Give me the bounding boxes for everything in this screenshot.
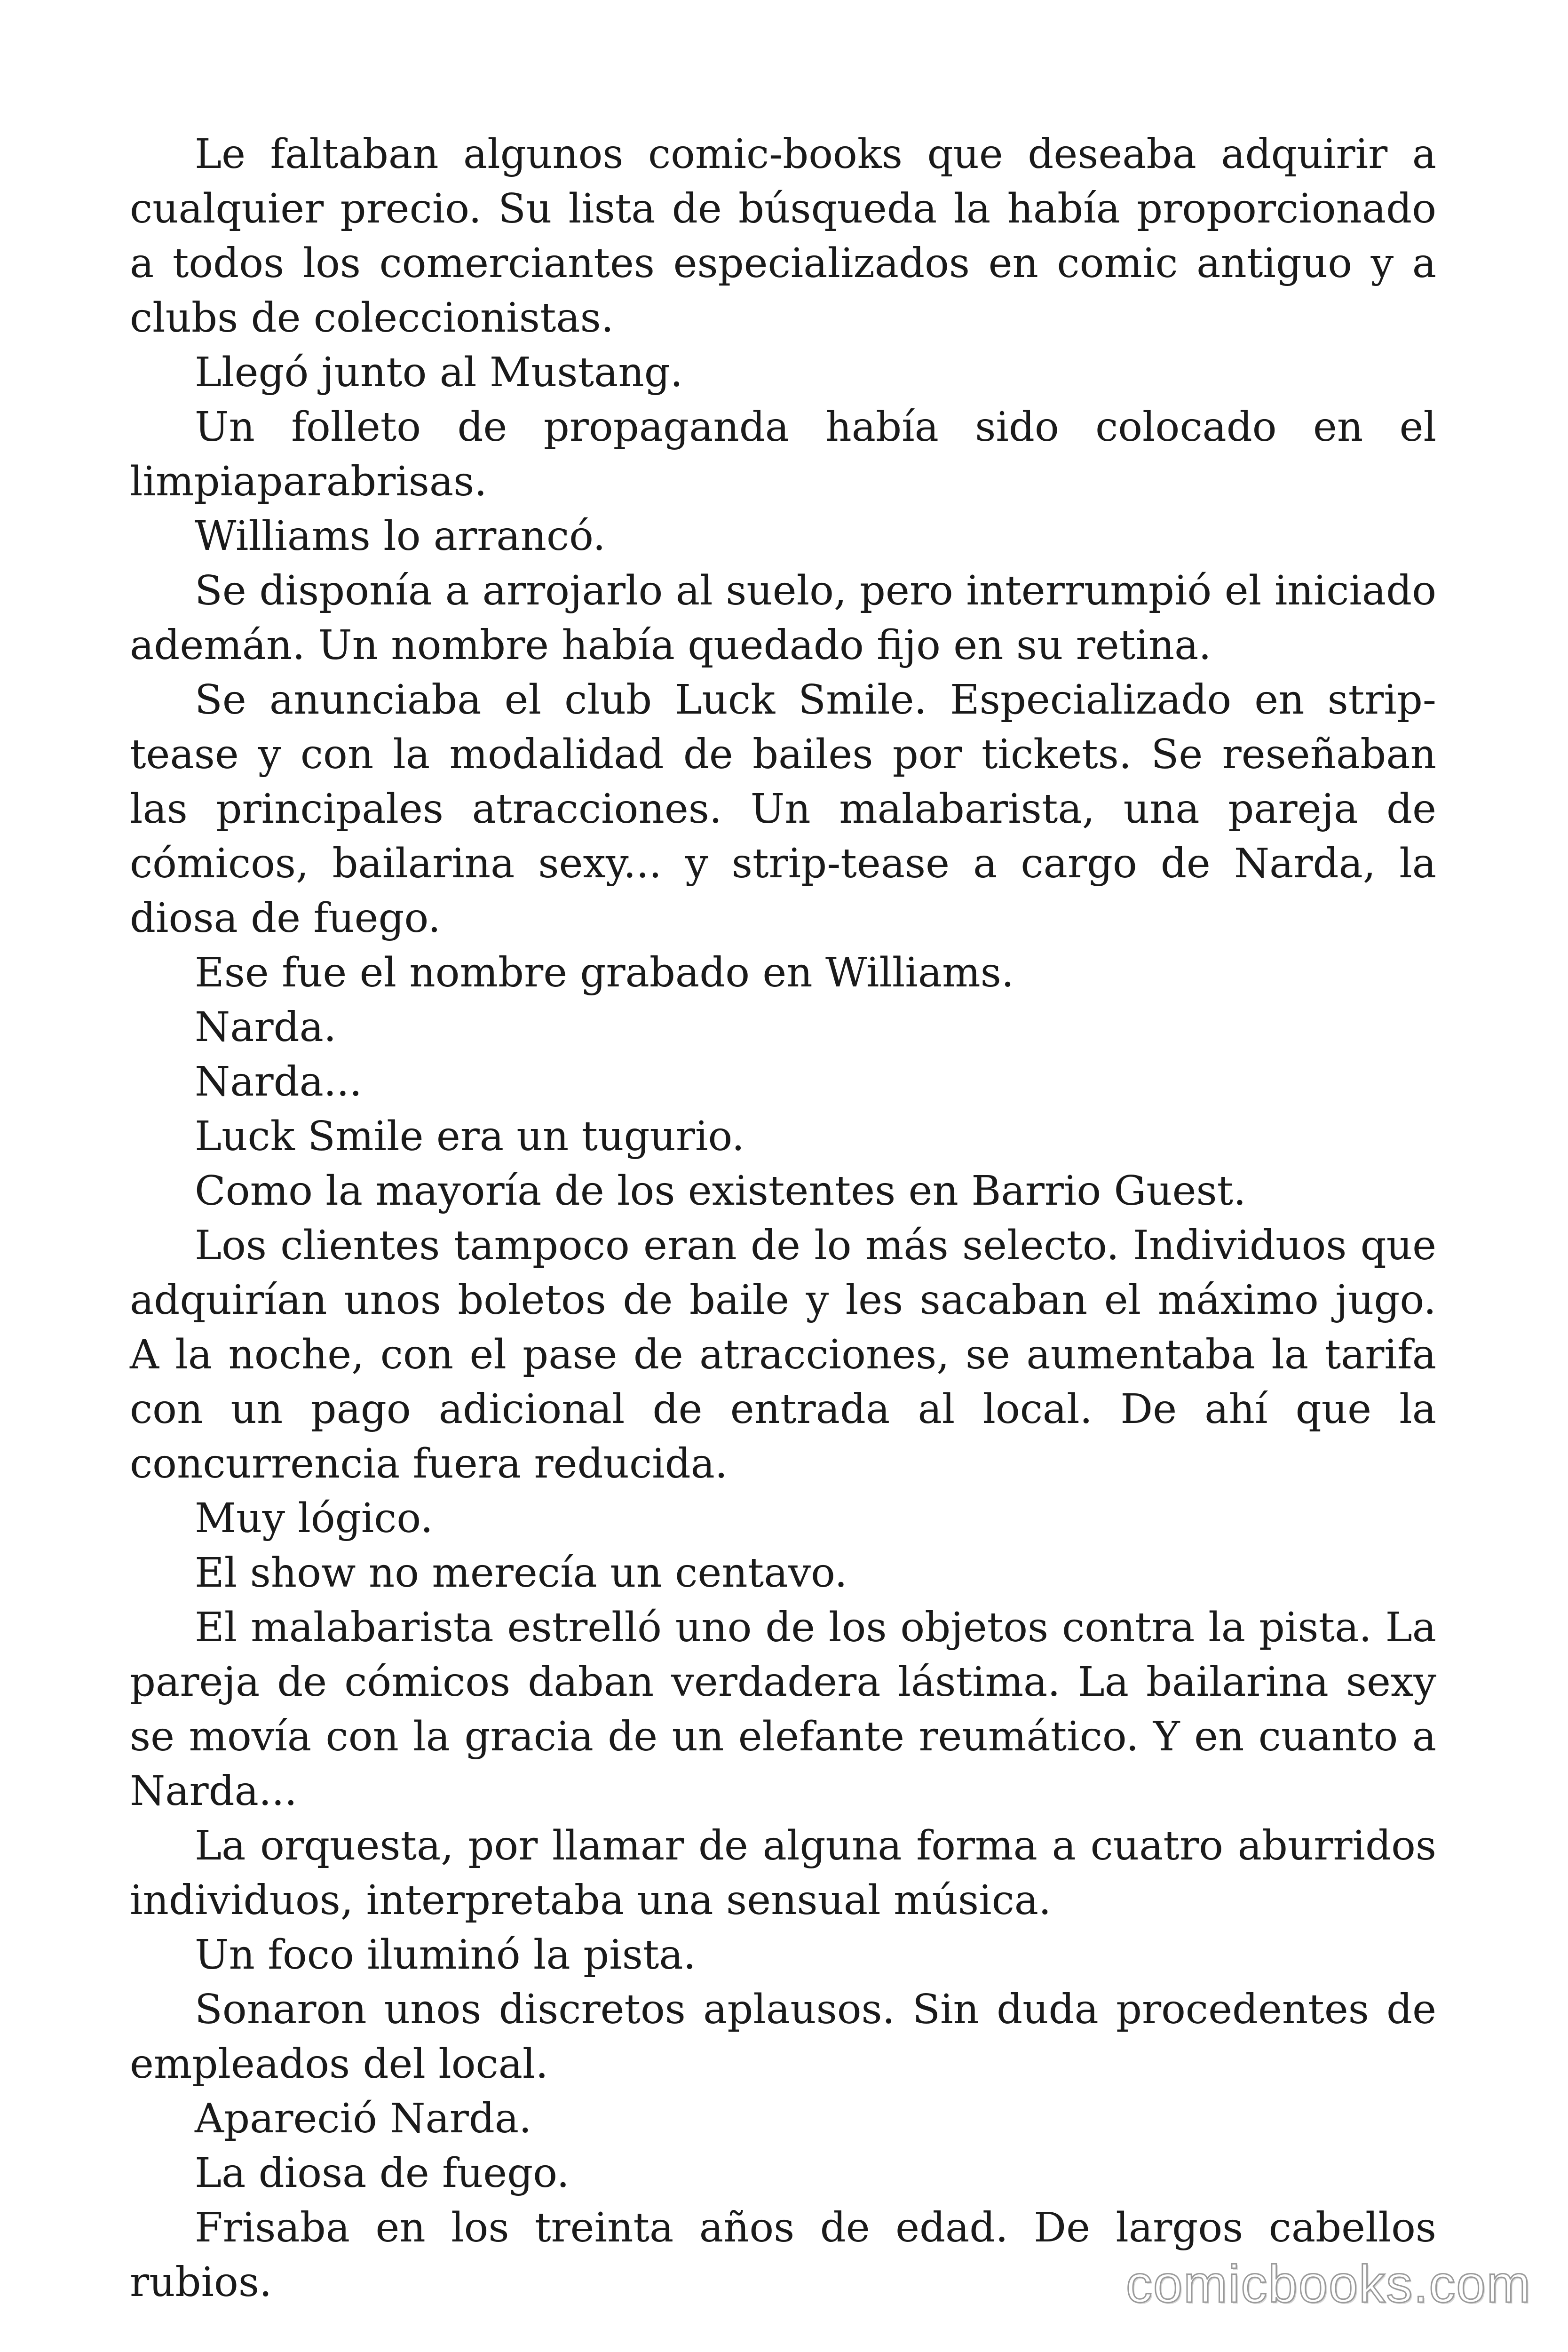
paragraph: Se disponía a arrojarlo al suelo, pero interrumpió el iniciado ademán. Un nombre había quedado fijo en su retina. — [130, 567, 1436, 669]
paragraph: Williams lo arrancó. — [195, 513, 606, 560]
paragraph: Frisaba en los treinta años de edad. De largos cabellos rubios. — [130, 2204, 1436, 2306]
paragraph: La orquesta, por llamar de alguna forma a cuatro aburridos individuos, interpretaba una sensual música. — [130, 1822, 1436, 1924]
paragraph: Los clientes tampoco eran de lo más selecto. Individuos que adquirían unos boletos de baile y les sacaban el máximo jugo. A la noche, con el pase de atracciones, se aumentaba la tarifa con un pago adicional de entrada al local. De ahí que la concurrencia fuera reducida. — [130, 1222, 1436, 1487]
paragraph: Un foco iluminó la pista. — [195, 1931, 697, 1979]
paragraph: Ese fue el nombre grabado en Williams. — [195, 949, 1014, 996]
paragraph: Muy lógico. — [195, 1495, 433, 1542]
paragraph: Se anunciaba el club Luck Smile. Especializado en strip-tease y con la modalidad de bailes por tickets. Se reseñaban las principales atracciones. Un malabarista, una pareja de cómicos, bailarina sexy... y strip-tease a cargo de Narda, la diosa de fuego. — [130, 676, 1436, 942]
watermark: comicbooks.com — [1125, 2255, 1531, 2313]
body-text — [130, 127, 1436, 2310]
paragraph: La diosa de fuego. — [195, 2150, 570, 2197]
paragraph: Le faltaban algunos comic-books que deseaba adquirir a cualquier precio. Su lista de búsqueda la había proporcionado a todos los comerciantes especializados en comic antiguo y a clubs de coleccionistas. — [130, 131, 1436, 342]
paragraph: Como la mayoría de los existentes en Barrio Guest. — [195, 1168, 1246, 1215]
paragraph: Narda. — [195, 1004, 337, 1051]
paragraph: El malabarista estrelló uno de los objetos contra la pista. La pareja de cómicos daban verdadera lástima. La bailarina sexy se movía con la gracia de un elefante reumático. Y en cuanto a Narda... — [130, 1604, 1436, 1815]
paragraph: Apareció Narda. — [195, 2095, 532, 2142]
paragraph: Sonaron unos discretos aplausos. Sin duda procedentes de empleados del local. — [130, 1986, 1436, 2088]
paragraph: Un folleto de propaganda había sido colocado en el limpiaparabrisas. — [130, 404, 1436, 505]
paragraph: El show no merecía un centavo. — [195, 1549, 847, 1597]
paragraph: Luck Smile era un tugurio. — [195, 1113, 745, 1160]
paragraph: Llegó junto al Mustang. — [195, 349, 683, 396]
paragraph: Narda... — [195, 1058, 362, 1105]
